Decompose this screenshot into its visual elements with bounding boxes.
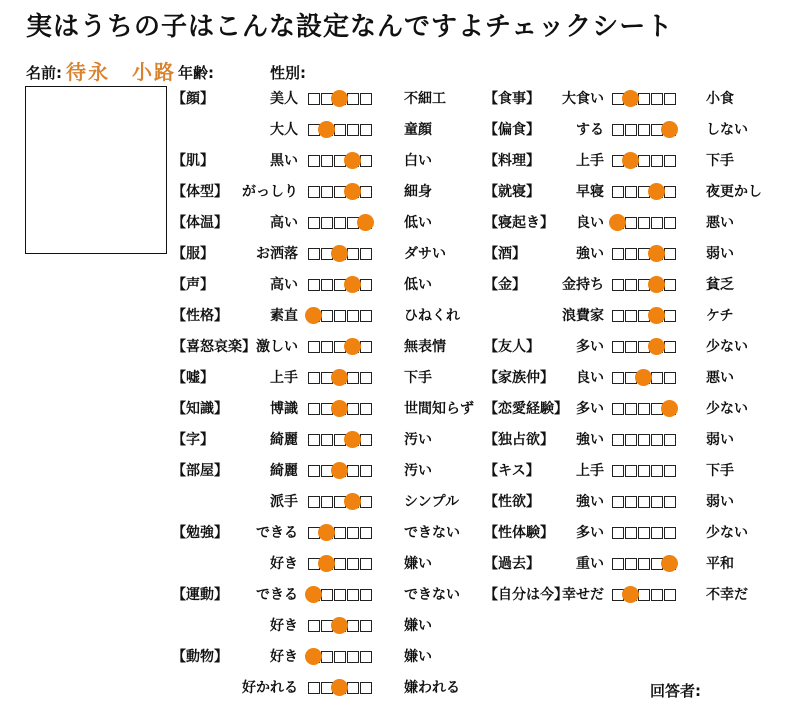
left-trait-label: 好き (270, 556, 298, 572)
right_column-row (0, 429, 800, 451)
rating-box[interactable] (638, 527, 650, 539)
left-trait-label: 好かれる (242, 680, 298, 696)
rating-box[interactable] (625, 186, 637, 198)
left-trait-label: 強い (576, 246, 604, 262)
category-label: 【就寝】 (484, 184, 540, 200)
right-trait-label: 汚い (404, 463, 432, 479)
left-trait-label: 強い (576, 494, 604, 510)
selected-marker (609, 214, 626, 231)
selected-marker (648, 338, 665, 355)
right-trait-label: 弱い (706, 494, 734, 510)
rating-box[interactable] (664, 341, 676, 353)
rating-box[interactable] (347, 682, 359, 694)
category-label: 【顔】 (172, 91, 214, 107)
category-label: 【独占欲】 (484, 432, 554, 448)
answerer-label: 回答者: (650, 682, 701, 700)
category-label: 【金】 (484, 277, 526, 293)
rating-box[interactable] (651, 217, 663, 229)
name-label: 名前: (26, 64, 62, 82)
right_column-row (0, 212, 800, 234)
rating-box[interactable] (625, 310, 637, 322)
selected-marker (661, 121, 678, 138)
rating-box[interactable] (638, 434, 650, 446)
rating-box[interactable] (347, 620, 359, 632)
left_column-row (0, 646, 800, 668)
rating-box[interactable] (612, 558, 624, 570)
left-trait-label: 幸せだ (562, 587, 604, 603)
selected-marker (648, 307, 665, 324)
right-trait-label: シンプル (404, 494, 460, 510)
left-trait-label: がっしり (242, 184, 298, 200)
page-title: 実はうちの子はこんな設定なんですよチェックシート (26, 12, 674, 42)
rating-box[interactable] (651, 372, 663, 384)
category-label: 【料理】 (484, 153, 540, 169)
left-trait-label: 金持ち (562, 277, 604, 293)
left-trait-label: 高い (270, 277, 298, 293)
right-trait-label: 低い (404, 277, 432, 293)
rating-box[interactable] (638, 496, 650, 508)
left-trait-label: 高い (270, 215, 298, 231)
right_column-row (0, 460, 800, 482)
left-trait-label: 綺麗 (270, 432, 298, 448)
rating-box[interactable] (625, 279, 637, 291)
gender-label: 性別: (270, 64, 306, 82)
left-trait-label: 上手 (576, 153, 604, 169)
selected-marker (331, 617, 348, 634)
right_column-row (0, 243, 800, 265)
rating-box[interactable] (625, 496, 637, 508)
rating-box[interactable] (664, 527, 676, 539)
category-label: 【酒】 (484, 246, 526, 262)
rating-box[interactable] (664, 279, 676, 291)
left-trait-label: 重い (576, 556, 604, 572)
left-trait-label: 博識 (270, 401, 298, 417)
right-trait-label: 細身 (404, 184, 432, 200)
left-trait-label: 浪費家 (562, 308, 604, 324)
category-label: 【性体験】 (484, 525, 554, 541)
category-label: 【食事】 (484, 91, 540, 107)
rating-box[interactable] (612, 279, 624, 291)
left-trait-label: 黒い (270, 153, 298, 169)
selected-marker (331, 679, 348, 696)
left-trait-label: 多い (576, 339, 604, 355)
right-trait-label: 無表情 (404, 339, 446, 355)
rating-box[interactable] (347, 651, 359, 663)
left-trait-label: 好き (270, 649, 298, 665)
category-label: 【声】 (172, 277, 214, 293)
left-trait-label: 多い (576, 401, 604, 417)
right-trait-label: 小食 (706, 91, 734, 107)
category-label: 【性欲】 (484, 494, 540, 510)
right-trait-label: 下手 (706, 463, 734, 479)
right-trait-label: 弱い (706, 246, 734, 262)
category-label: 【キス】 (484, 463, 540, 479)
right_column-row (0, 553, 800, 575)
left-trait-label: 美人 (270, 91, 298, 107)
rating-box[interactable] (360, 620, 372, 632)
right-trait-label: 汚い (404, 432, 432, 448)
rating-box[interactable] (612, 434, 624, 446)
right_column-row (0, 367, 800, 389)
category-label: 【服】 (172, 246, 214, 262)
rating-box[interactable] (664, 589, 676, 601)
right-trait-label: ダサい (404, 246, 446, 262)
right-trait-label: 童顔 (404, 122, 432, 138)
rating-box[interactable] (625, 217, 637, 229)
rating-box[interactable] (625, 558, 637, 570)
rating-box[interactable] (651, 527, 663, 539)
right-trait-label: 平和 (706, 556, 734, 572)
left-trait-label: 素直 (270, 308, 298, 324)
selected-marker (305, 648, 322, 665)
category-label: 【部屋】 (172, 463, 228, 479)
rating-box[interactable] (664, 186, 676, 198)
category-label: 【家族仲】 (484, 370, 554, 386)
rating-box[interactable] (638, 217, 650, 229)
right_column-row (0, 398, 800, 420)
right_column-row (0, 305, 800, 327)
left-trait-label: 激しい (256, 339, 298, 355)
right-trait-label: 悪い (706, 215, 734, 231)
right-trait-label: 不細工 (404, 91, 446, 107)
category-label: 【体温】 (172, 215, 228, 231)
rating-box[interactable] (638, 155, 650, 167)
rating-box[interactable] (664, 93, 676, 105)
right_column-row (0, 491, 800, 513)
right-trait-label: 嫌われる (404, 680, 460, 696)
rating-box[interactable] (625, 527, 637, 539)
rating-box[interactable] (612, 496, 624, 508)
right-trait-label: ひねくれ (404, 308, 460, 324)
rating-box[interactable] (308, 682, 320, 694)
right-trait-label: 嫌い (404, 556, 432, 572)
selected-marker (661, 555, 678, 572)
right-trait-label: 下手 (706, 153, 734, 169)
selected-marker (648, 245, 665, 262)
right-trait-label: 世間知らず (404, 401, 474, 417)
rating-box[interactable] (625, 465, 637, 477)
selected-marker (622, 90, 639, 107)
left-trait-label: 早寝 (576, 184, 604, 200)
rating-box[interactable] (664, 465, 676, 477)
right-trait-label: 悪い (706, 370, 734, 386)
left-trait-label: 好き (270, 618, 298, 634)
right_column-row (0, 181, 800, 203)
category-label: 【友人】 (484, 339, 540, 355)
rating-box[interactable] (638, 93, 650, 105)
rating-box[interactable] (638, 589, 650, 601)
right-trait-label: 貧乏 (706, 277, 734, 293)
right-trait-label: 少ない (706, 339, 748, 355)
right-trait-label: 不幸だ (706, 587, 748, 603)
rating-box[interactable] (625, 341, 637, 353)
selected-marker (622, 586, 639, 603)
rating-box[interactable] (625, 434, 637, 446)
rating-box[interactable] (638, 465, 650, 477)
rating-box[interactable] (651, 93, 663, 105)
category-label: 【動物】 (172, 649, 228, 665)
rating-box[interactable] (334, 651, 346, 663)
rating-box[interactable] (651, 589, 663, 601)
left-trait-label: 多い (576, 525, 604, 541)
right-trait-label: 低い (404, 215, 432, 231)
right-trait-label: 嫌い (404, 618, 432, 634)
left-trait-label: 良い (576, 370, 604, 386)
rating-box[interactable] (638, 403, 650, 415)
category-label: 【偏食】 (484, 122, 540, 138)
left_column-row (0, 615, 800, 637)
left-trait-label: 上手 (270, 370, 298, 386)
rating-box[interactable] (308, 620, 320, 632)
left-trait-label: できる (256, 587, 298, 603)
right_column-row (0, 522, 800, 544)
left-trait-label: する (576, 122, 604, 138)
rating-box[interactable] (612, 341, 624, 353)
category-label: 【恋愛経験】 (484, 401, 568, 417)
rating-box[interactable] (360, 651, 372, 663)
right-trait-label: 弱い (706, 432, 734, 448)
left-trait-label: お洒落 (256, 246, 298, 262)
left-trait-label: 上手 (576, 463, 604, 479)
rating-box[interactable] (612, 248, 624, 260)
rating-box[interactable] (651, 496, 663, 508)
right-trait-label: できない (404, 525, 460, 541)
rating-box[interactable] (612, 465, 624, 477)
rating-box[interactable] (612, 403, 624, 415)
rating-box[interactable] (360, 682, 372, 694)
right-trait-label: ケチ (706, 308, 734, 324)
rating-box[interactable] (664, 372, 676, 384)
rating-box[interactable] (612, 310, 624, 322)
right-trait-label: 白い (404, 153, 432, 169)
category-label: 【寝起き】 (484, 215, 554, 231)
rating-box[interactable] (625, 124, 637, 136)
rating-box[interactable] (638, 124, 650, 136)
rating-box[interactable] (651, 465, 663, 477)
rating-box[interactable] (664, 217, 676, 229)
rating-box[interactable] (664, 496, 676, 508)
rating-box[interactable] (321, 651, 333, 663)
rating-box[interactable] (651, 434, 663, 446)
rating-box[interactable] (612, 186, 624, 198)
selected-marker (648, 183, 665, 200)
right_column-row (0, 119, 800, 141)
right-trait-label: 少ない (706, 525, 748, 541)
right-trait-label: できない (404, 587, 460, 603)
rating-box[interactable] (664, 310, 676, 322)
rating-box[interactable] (612, 124, 624, 136)
category-label: 【運動】 (172, 587, 228, 603)
right-trait-label: 少ない (706, 401, 748, 417)
left-trait-label: 大人 (270, 122, 298, 138)
rating-box[interactable] (612, 372, 624, 384)
category-label: 【勉強】 (172, 525, 228, 541)
selected-marker (635, 369, 652, 386)
category-label: 【肌】 (172, 153, 214, 169)
left-trait-label: 強い (576, 432, 604, 448)
category-label: 【嘘】 (172, 370, 214, 386)
rating-box[interactable] (612, 527, 624, 539)
right-trait-label: 下手 (404, 370, 432, 386)
right_column-row (0, 274, 800, 296)
left-trait-label: 良い (576, 215, 604, 231)
rating-box[interactable] (651, 155, 663, 167)
selected-marker (661, 400, 678, 417)
category-label: 【喜怒哀楽】 (172, 339, 256, 355)
rating-box[interactable] (638, 558, 650, 570)
rating-box[interactable] (664, 434, 676, 446)
right_column-row (0, 88, 800, 110)
name-value: 待永 小路 (66, 60, 176, 84)
right_column-row (0, 336, 800, 358)
rating-box[interactable] (664, 248, 676, 260)
rating-box[interactable] (664, 155, 676, 167)
rating-box[interactable] (625, 403, 637, 415)
right-trait-label: 嫌い (404, 649, 432, 665)
category-label: 【体型】 (172, 184, 228, 200)
category-label: 【知識】 (172, 401, 228, 417)
selected-marker (648, 276, 665, 293)
category-label: 【自分は今】 (484, 587, 568, 603)
age-label: 年齢: (178, 64, 214, 82)
right-trait-label: しない (706, 122, 748, 138)
right-trait-label: 夜更かし (706, 184, 762, 200)
right_column-row (0, 150, 800, 172)
category-label: 【性格】 (172, 308, 228, 324)
category-label: 【字】 (172, 432, 214, 448)
right_column-row (0, 584, 800, 606)
left-trait-label: 大食い (562, 91, 604, 107)
selected-marker (622, 152, 639, 169)
category-label: 【過去】 (484, 556, 540, 572)
left-trait-label: 綺麗 (270, 463, 298, 479)
rating-box[interactable] (625, 248, 637, 260)
left-trait-label: できる (256, 525, 298, 541)
left-trait-label: 派手 (270, 494, 298, 510)
